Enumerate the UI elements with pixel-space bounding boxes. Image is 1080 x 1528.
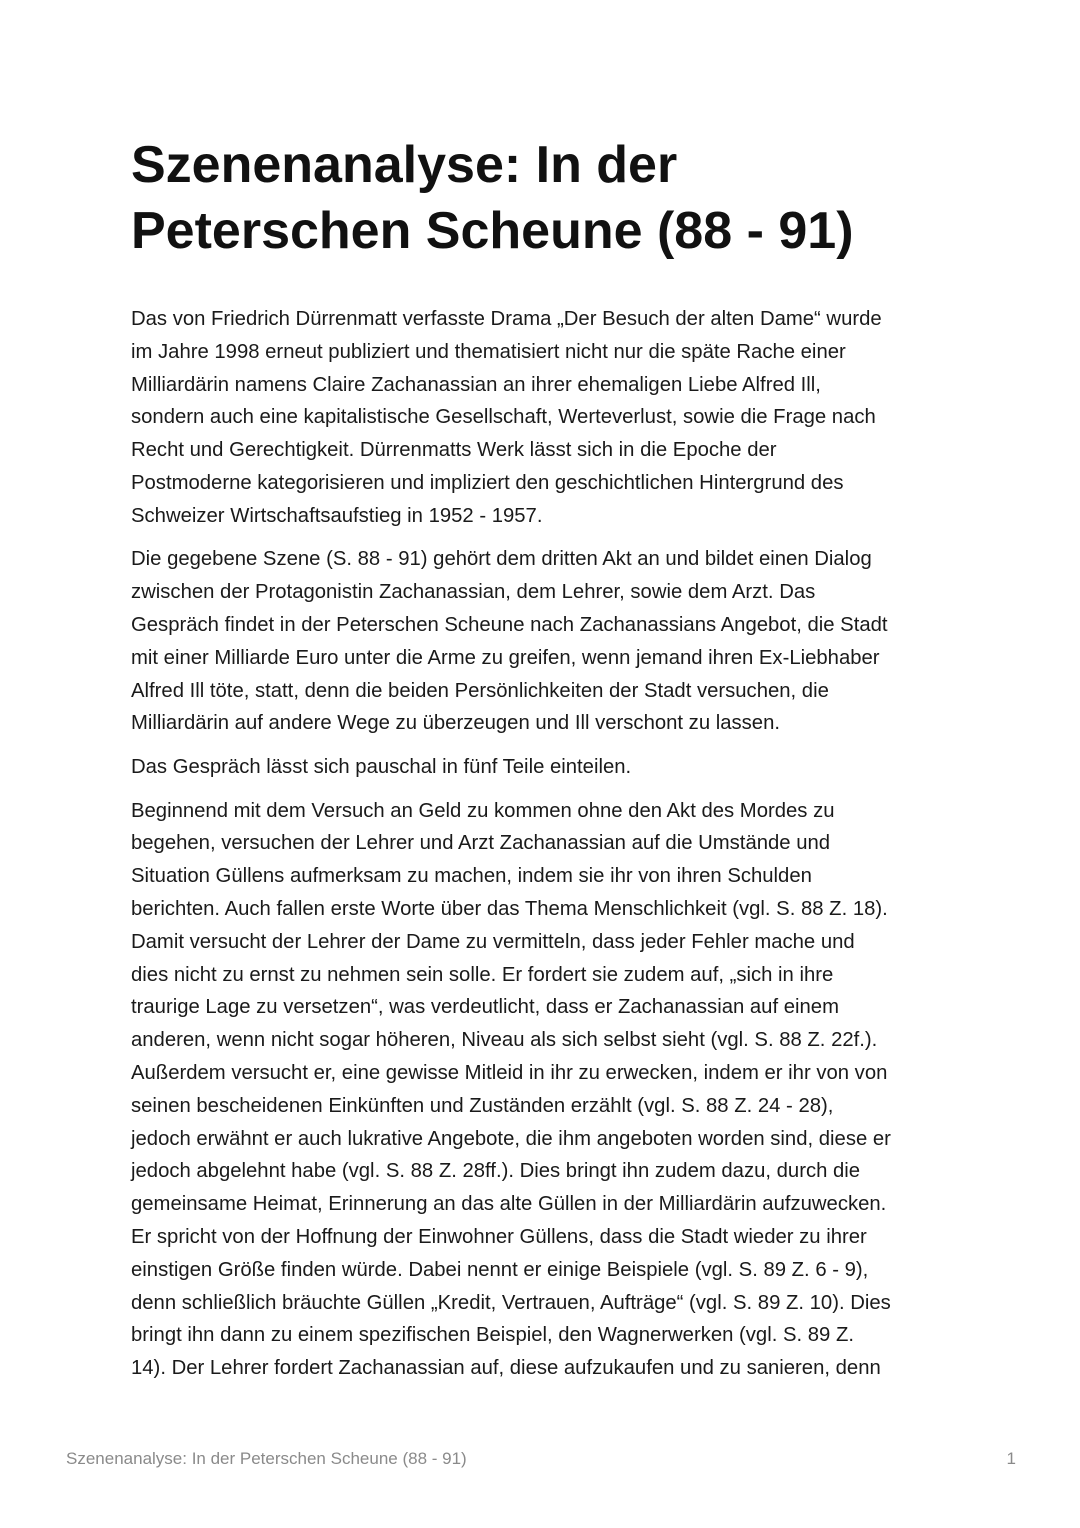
document-body [131, 303, 961, 1385]
text-line: jedoch erwähnt er auch lukrative Angebote, die ihm angeboten worden sind, diese er [131, 1127, 891, 1150]
paragraph-spacing [131, 784, 961, 795]
text-line: Situation Güllens aufmerksam zu machen, indem sie ihr von ihren Schulden [131, 865, 812, 888]
text-line: dies nicht zu ernst zu nehmen sein solle. Er fordert sie zudem auf, „sich in ihre [131, 963, 834, 986]
paragraph-analysis [131, 795, 961, 1385]
text-line: berichten. Auch fallen erste Worte über das Thema Menschlichkeit (vgl. S. 88 Z. 18). [131, 897, 888, 920]
text-line: Gespräch findet in der Peterschen Scheune nach Zachanassians Angebot, die Stadt [131, 613, 888, 636]
footer-document-title: Szenenanalyse: In der Peterschen Scheune (88 - 91) [66, 1449, 467, 1468]
text-line: seinen bescheidenen Einkünften und Zuständen erzählt (vgl. S. 88 Z. 24 - 28), [131, 1094, 834, 1117]
page-footer [66, 1448, 1016, 1472]
text-line: begehen, versuchen der Lehrer und Arzt Zachanassian auf die Umstände und [131, 832, 831, 855]
text-line: Das Gespräch lässt sich pauschal in fünf Teile einteilen. [131, 755, 632, 778]
paragraph-introduction [131, 303, 961, 533]
text-line: im Jahre 1998 erneut publiziert und thematisiert nicht nur die späte Rache einer [131, 340, 846, 363]
text-line: Außerdem versucht er, eine gewisse Mitleid in ihr zu erwecken, indem er ihr von von [131, 1061, 888, 1084]
text-line: Das von Friedrich Dürrenmatt verfasste Drama „Der Besuch der alten Dame“ wurde [131, 308, 882, 330]
title-line: Szenenanalyse: In der [131, 136, 678, 194]
text-line: anderen, wenn nicht sogar höheren, Niveau als sich selbst sieht (vgl. S. 88 Z. 22f.). [131, 1029, 878, 1052]
text-line: Milliardärin auf andere Wege zu überzeugen und Ill verschont zu lassen. [131, 712, 780, 735]
text-line: Postmoderne kategorisieren und impliziert den geschichtlichen Hintergrund des [131, 471, 844, 494]
text-line: gemeinsame Heimat, Erinnerung an das alte Güllen in der Milliardärin aufzuwecken. [131, 1193, 887, 1216]
text-line: mit einer Milliarde Euro unter die Arme zu greifen, wenn jemand ihren Ex-Liebhaber [131, 646, 880, 669]
text-line: Er spricht von der Hoffnung der Einwohner Güllens, dass die Stadt wieder zu ihrer [131, 1225, 867, 1248]
text-line: zwischen der Protagonistin Zachanassian, dem Lehrer, sowie dem Arzt. Das [131, 581, 816, 604]
paragraph-scene-context [131, 543, 961, 740]
text-line: 14). Der Lehrer fordert Zachanassian auf, diese aufzukaufen und zu sanieren, denn [131, 1357, 881, 1380]
text-line: traurige Lage zu versetzen“, was verdeutlicht, dass er Zachanassian auf einem [131, 996, 839, 1019]
text-line: Milliardärin namens Claire Zachanassian an ihrer ehemaligen Liebe Alfred Ill, [131, 373, 821, 396]
page-title [131, 132, 971, 264]
text-line: Die gegebene Szene (S. 88 - 91) gehört dem dritten Akt an und bildet einen Dialog [131, 548, 872, 571]
text-line: jedoch abgelehnt habe (vgl. S. 88 Z. 28ff.). Dies bringt ihn zudem dazu, durch die [131, 1160, 861, 1183]
text-line: Recht und Gerechtigkeit. Dürrenmatts Werk lässt sich in die Epoche der [131, 439, 777, 462]
footer-page-number: 1 [1006, 1449, 1016, 1468]
paragraph-spacing [131, 740, 961, 751]
text-line: denn schließlich bräuchte Güllen „Kredit, Vertrauen, Aufträge“ (vgl. S. 89 Z. 10). Dies [131, 1291, 891, 1314]
text-line: sondern auch eine kapitalistische Gesellschaft, Werteverlust, sowie die Frage nach [131, 406, 876, 429]
text-line: Beginnend mit dem Versuch an Geld zu kommen ohne den Akt des Mordes zu [131, 799, 835, 822]
paragraph-structure [131, 751, 961, 784]
text-line: Alfred Ill töte, statt, denn die beiden Persönlichkeiten der Stadt versuchen, die [131, 679, 829, 702]
paragraph-spacing [131, 533, 961, 544]
title-line: Peterschen Scheune (88 - 91) [131, 202, 854, 260]
text-line: Schweizer Wirtschaftsaufstieg in 1952 - 1957. [131, 504, 543, 527]
text-line: bringt ihn dann zu einem spezifischen Beispiel, den Wagnerwerken (vgl. S. 89 Z. [131, 1324, 854, 1347]
text-line: einstigen Größe finden würde. Dabei nennt er einige Beispiele (vgl. S. 89 Z. 6 - 9), [131, 1258, 869, 1281]
text-line: Damit versucht der Lehrer der Dame zu vermitteln, dass jeder Fehler mache und [131, 930, 855, 953]
